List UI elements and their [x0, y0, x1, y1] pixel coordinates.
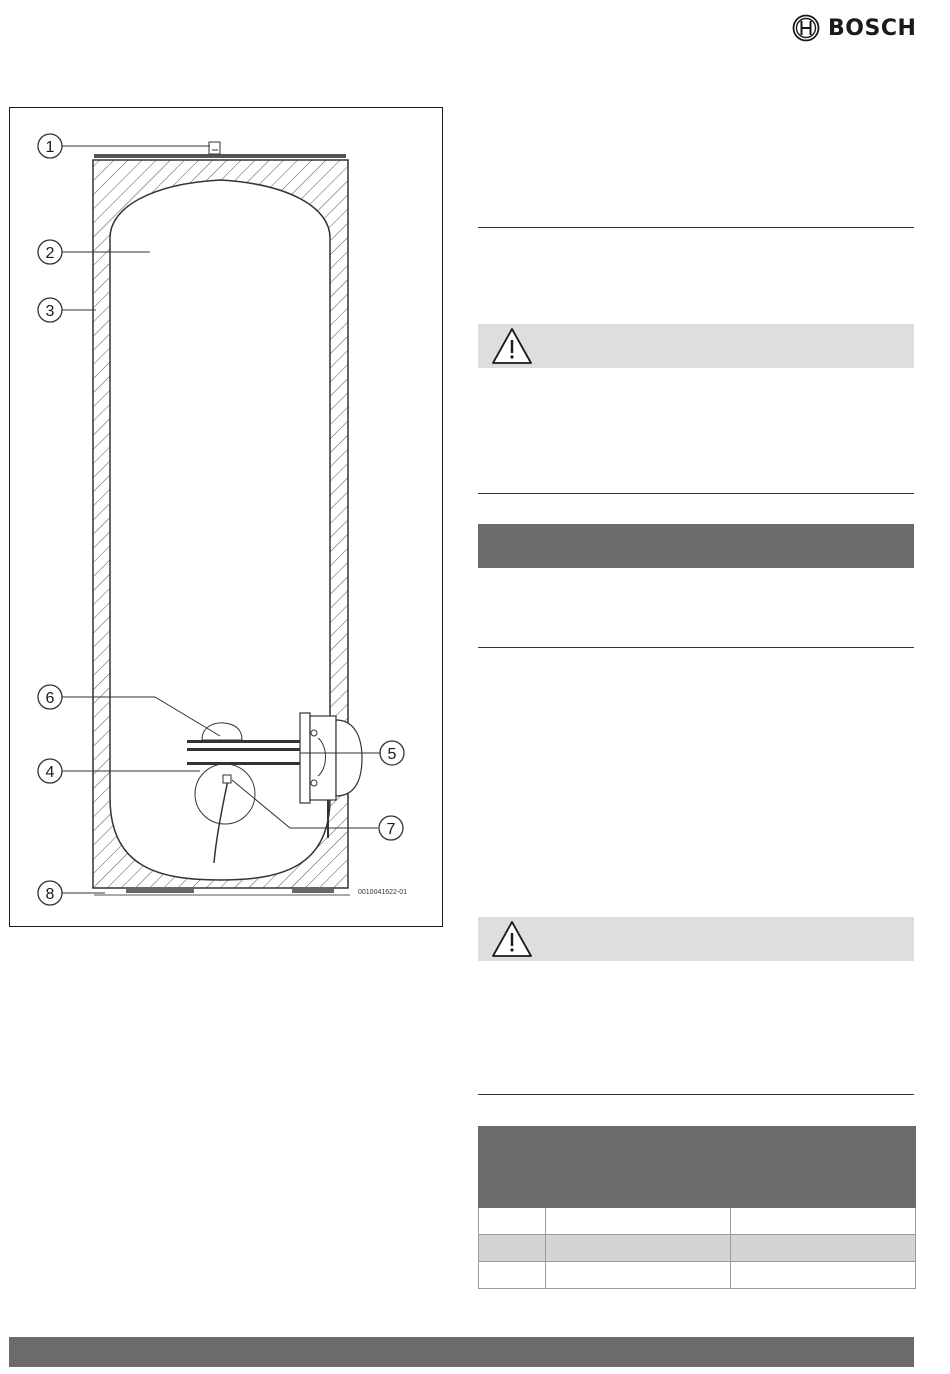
table-header-cell: [479, 1156, 546, 1208]
callout-3: [38, 298, 62, 322]
table-cell: [546, 1235, 731, 1262]
table-subheader-row: [479, 1156, 916, 1208]
notice-bar: [478, 524, 914, 568]
table-header-cell: [546, 1156, 731, 1208]
section-divider: [478, 647, 914, 648]
callout-2-label: 2: [45, 245, 55, 262]
table-cell: [479, 1235, 546, 1262]
section-divider: [478, 493, 914, 494]
table-cell: [546, 1262, 731, 1289]
table-row: [479, 1208, 916, 1235]
brand-name: BOSCH: [828, 15, 917, 41]
cylinder-cross-section-figure: [9, 107, 443, 927]
warning-bar: [478, 917, 914, 961]
figure-image-code: 0010041622-01: [358, 889, 408, 896]
callout-3-label: 3: [45, 303, 55, 320]
table-cell: [731, 1262, 916, 1289]
warning-bar: [478, 324, 914, 368]
callout-5-label: 5: [387, 746, 397, 763]
callout-8: [38, 881, 62, 905]
callout-1: [38, 134, 62, 158]
callout-4: [38, 759, 62, 783]
bosch-armature-icon: [792, 14, 820, 42]
callout-6: [38, 685, 62, 709]
section-divider: [478, 1094, 914, 1095]
table-header-cell: [479, 1127, 546, 1156]
table-cell: [479, 1262, 546, 1289]
callout-8-label: 8: [45, 886, 55, 903]
table-header-cell: [546, 1127, 916, 1156]
table-row: [479, 1262, 916, 1289]
table-header-cell: [731, 1156, 916, 1208]
callout-7: [379, 816, 403, 840]
callout-2: [38, 240, 62, 264]
callout-7-label: 7: [386, 821, 396, 838]
callout-5: [380, 741, 404, 765]
brand-logo: [792, 14, 916, 42]
warning-triangle-icon: [490, 326, 534, 366]
table-cell: [731, 1235, 916, 1262]
callout-4-label: 4: [45, 764, 55, 781]
table-cell: [479, 1208, 546, 1235]
cylinder-drawing: [10, 108, 444, 928]
callout-6-label: 6: [45, 690, 55, 707]
footer-bar: [9, 1337, 914, 1367]
spec-table: [478, 1126, 916, 1289]
table-cell: [546, 1208, 731, 1235]
section-divider: [478, 227, 914, 228]
callout-1-label: 1: [45, 139, 55, 156]
table-cell: [731, 1208, 916, 1235]
warning-triangle-icon: [490, 919, 534, 959]
table-header-row: [479, 1127, 916, 1156]
table-row: [479, 1235, 916, 1262]
